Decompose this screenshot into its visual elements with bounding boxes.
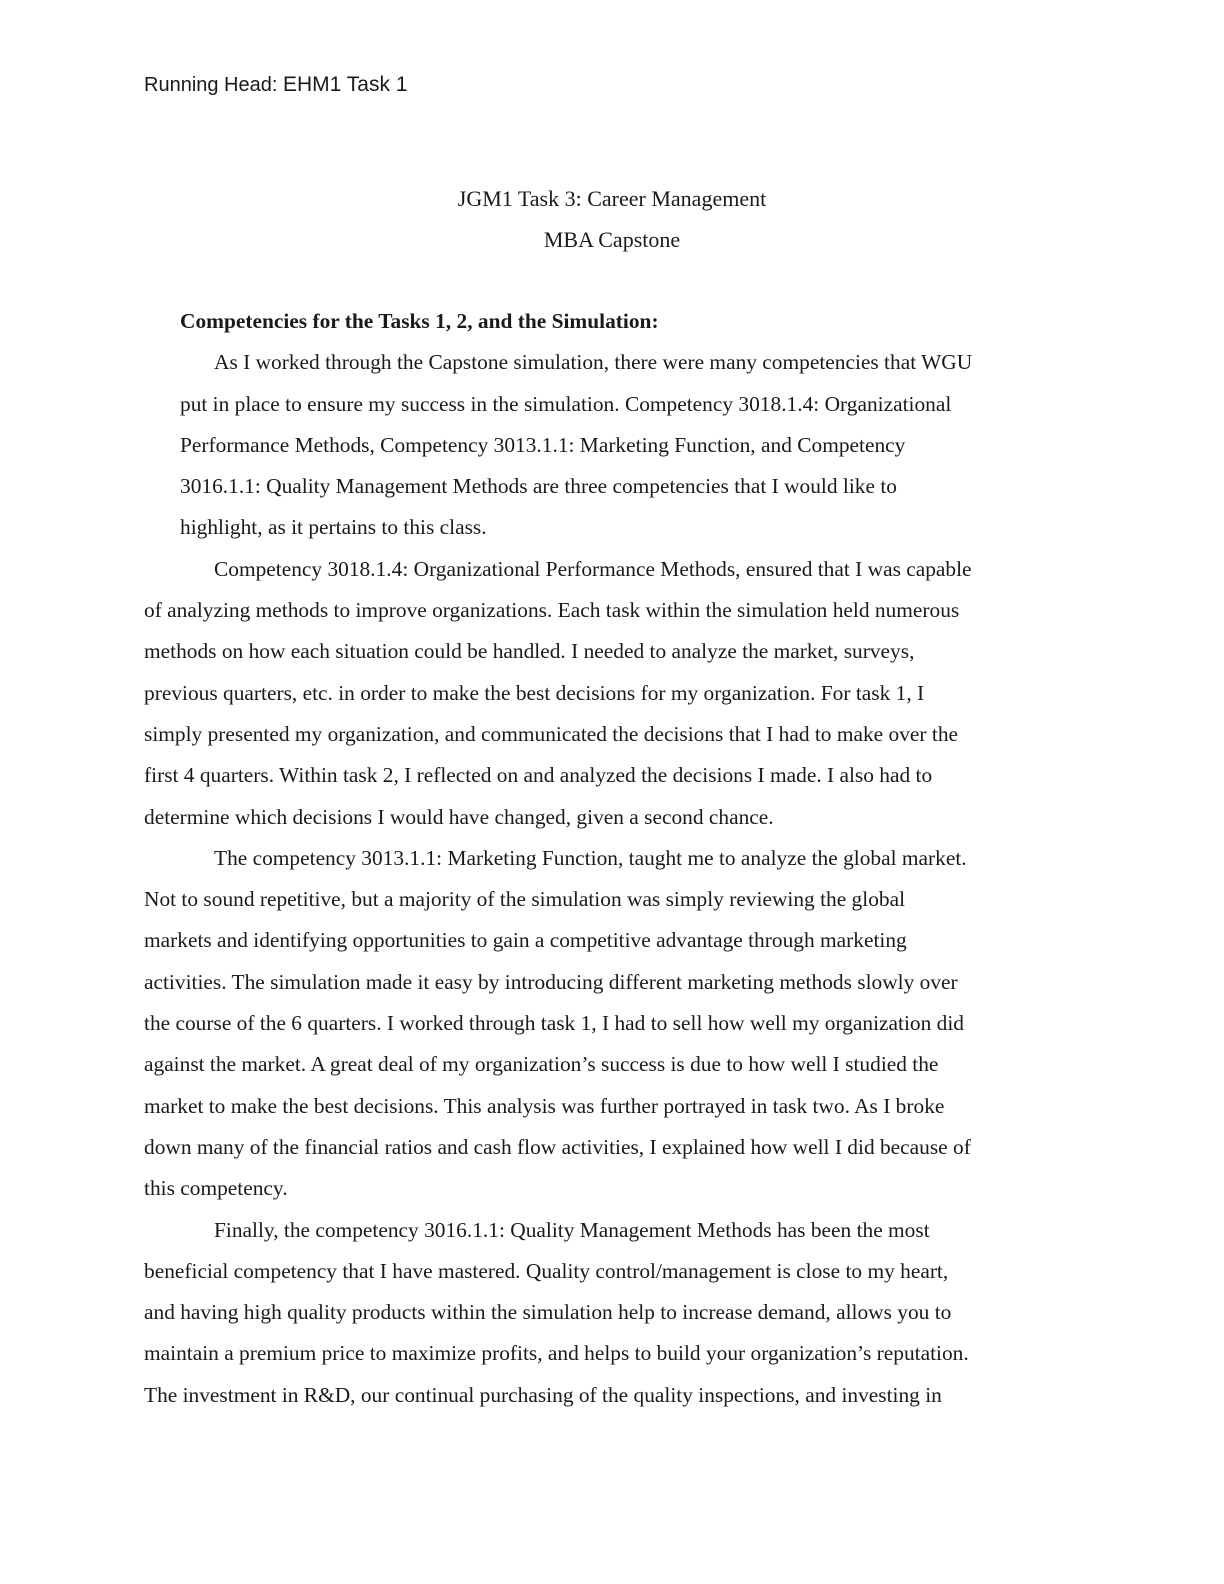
paragraph-line: simply presented my organization, and communicated the decisions that I had to make over the — [144, 721, 959, 746]
paragraph-line: the course of the 6 quarters. I worked through task 1, I had to sell how well my organization did — [144, 1011, 964, 1036]
running-head-value: EHM1 Task 1 — [283, 73, 408, 96]
paragraph-line: Competency 3018.1.4: Organizational Performance Methods, ensured that I was capable — [214, 556, 972, 581]
running-head — [144, 73, 408, 97]
paragraph-line: As I worked through the Capstone simulation, there were many competencies that WGU — [214, 350, 973, 375]
document-body — [144, 301, 1074, 1416]
paragraph-line: determine which decisions I would have changed, given a second chance. — [144, 804, 774, 829]
paragraph-line: maintain a premium price to maximize profits, and helps to build your organization’s reputation. — [144, 1341, 969, 1366]
paragraph-line: of analyzing methods to improve organizations. Each task within the simulation held numerous — [144, 598, 960, 623]
paragraph-line: against the market. A great deal of my organization’s success is due to how well I studied the — [144, 1052, 939, 1077]
paragraph-line: Finally, the competency 3016.1.1: Quality Management Methods has been the most — [214, 1217, 930, 1242]
paragraph-line: beneficial competency that I have mastered. Quality control/management is close to my heart, — [144, 1258, 949, 1283]
paragraph-line: this competency. — [144, 1176, 288, 1201]
paragraph-line: highlight, as it pertains to this class. — [180, 515, 487, 540]
document-title: JGM1 Task 3: Career Management — [457, 186, 767, 211]
paragraph-marketing-function — [144, 838, 1074, 1210]
paragraph-intro — [144, 342, 1074, 548]
document-subtitle: MBA Capstone — [543, 227, 681, 252]
running-head-label: Running Head: — [144, 74, 278, 96]
paragraph-line: previous quarters, etc. in order to make the best decisions for my organization. For task 1, I — [144, 680, 925, 705]
paragraph-line: The investment in R&D, our continual purchasing of the quality inspections, and investing in — [144, 1382, 942, 1407]
section-heading: Competencies for the Tasks 1, 2, and the Simulation: — [180, 309, 659, 333]
paragraph-line: and having high quality products within the simulation help to increase demand, allows you to — [144, 1300, 952, 1325]
paragraph-line: 3016.1.1: Quality Management Methods are three competencies that I would like to — [180, 474, 897, 499]
paragraph-line: Performance Methods, Competency 3013.1.1: Marketing Function, and Competency — [180, 432, 906, 457]
paragraph-line: Not to sound repetitive, but a majority of the simulation was simply reviewing the global — [144, 887, 906, 912]
paragraph-quality-management — [144, 1210, 1074, 1416]
paragraph-line: markets and identifying opportunities to gain a competitive advantage through marketing — [144, 928, 907, 953]
paragraph-line: put in place to ensure my success in the simulation. Competency 3018.1.4: Organizational — [180, 391, 952, 416]
paragraph-line: activities. The simulation made it easy by introducing different marketing methods slowly over — [144, 969, 958, 994]
paragraph-line: down many of the financial ratios and cash flow activities, I explained how well I did because of — [144, 1134, 971, 1159]
paragraph-line: methods on how each situation could be handled. I needed to analyze the market, surveys, — [144, 639, 915, 664]
paragraph-line: market to make the best decisions. This analysis was further portrayed in task two. As I broke — [144, 1093, 945, 1118]
paragraph-organizational-performance — [144, 549, 1074, 838]
paragraph-line: The competency 3013.1.1: Marketing Function, taught me to analyze the global market. — [214, 845, 967, 870]
title-block — [0, 178, 1224, 260]
paragraph-line: first 4 quarters. Within task 2, I reflected on and analyzed the decisions I made. I also had to — [144, 763, 933, 788]
